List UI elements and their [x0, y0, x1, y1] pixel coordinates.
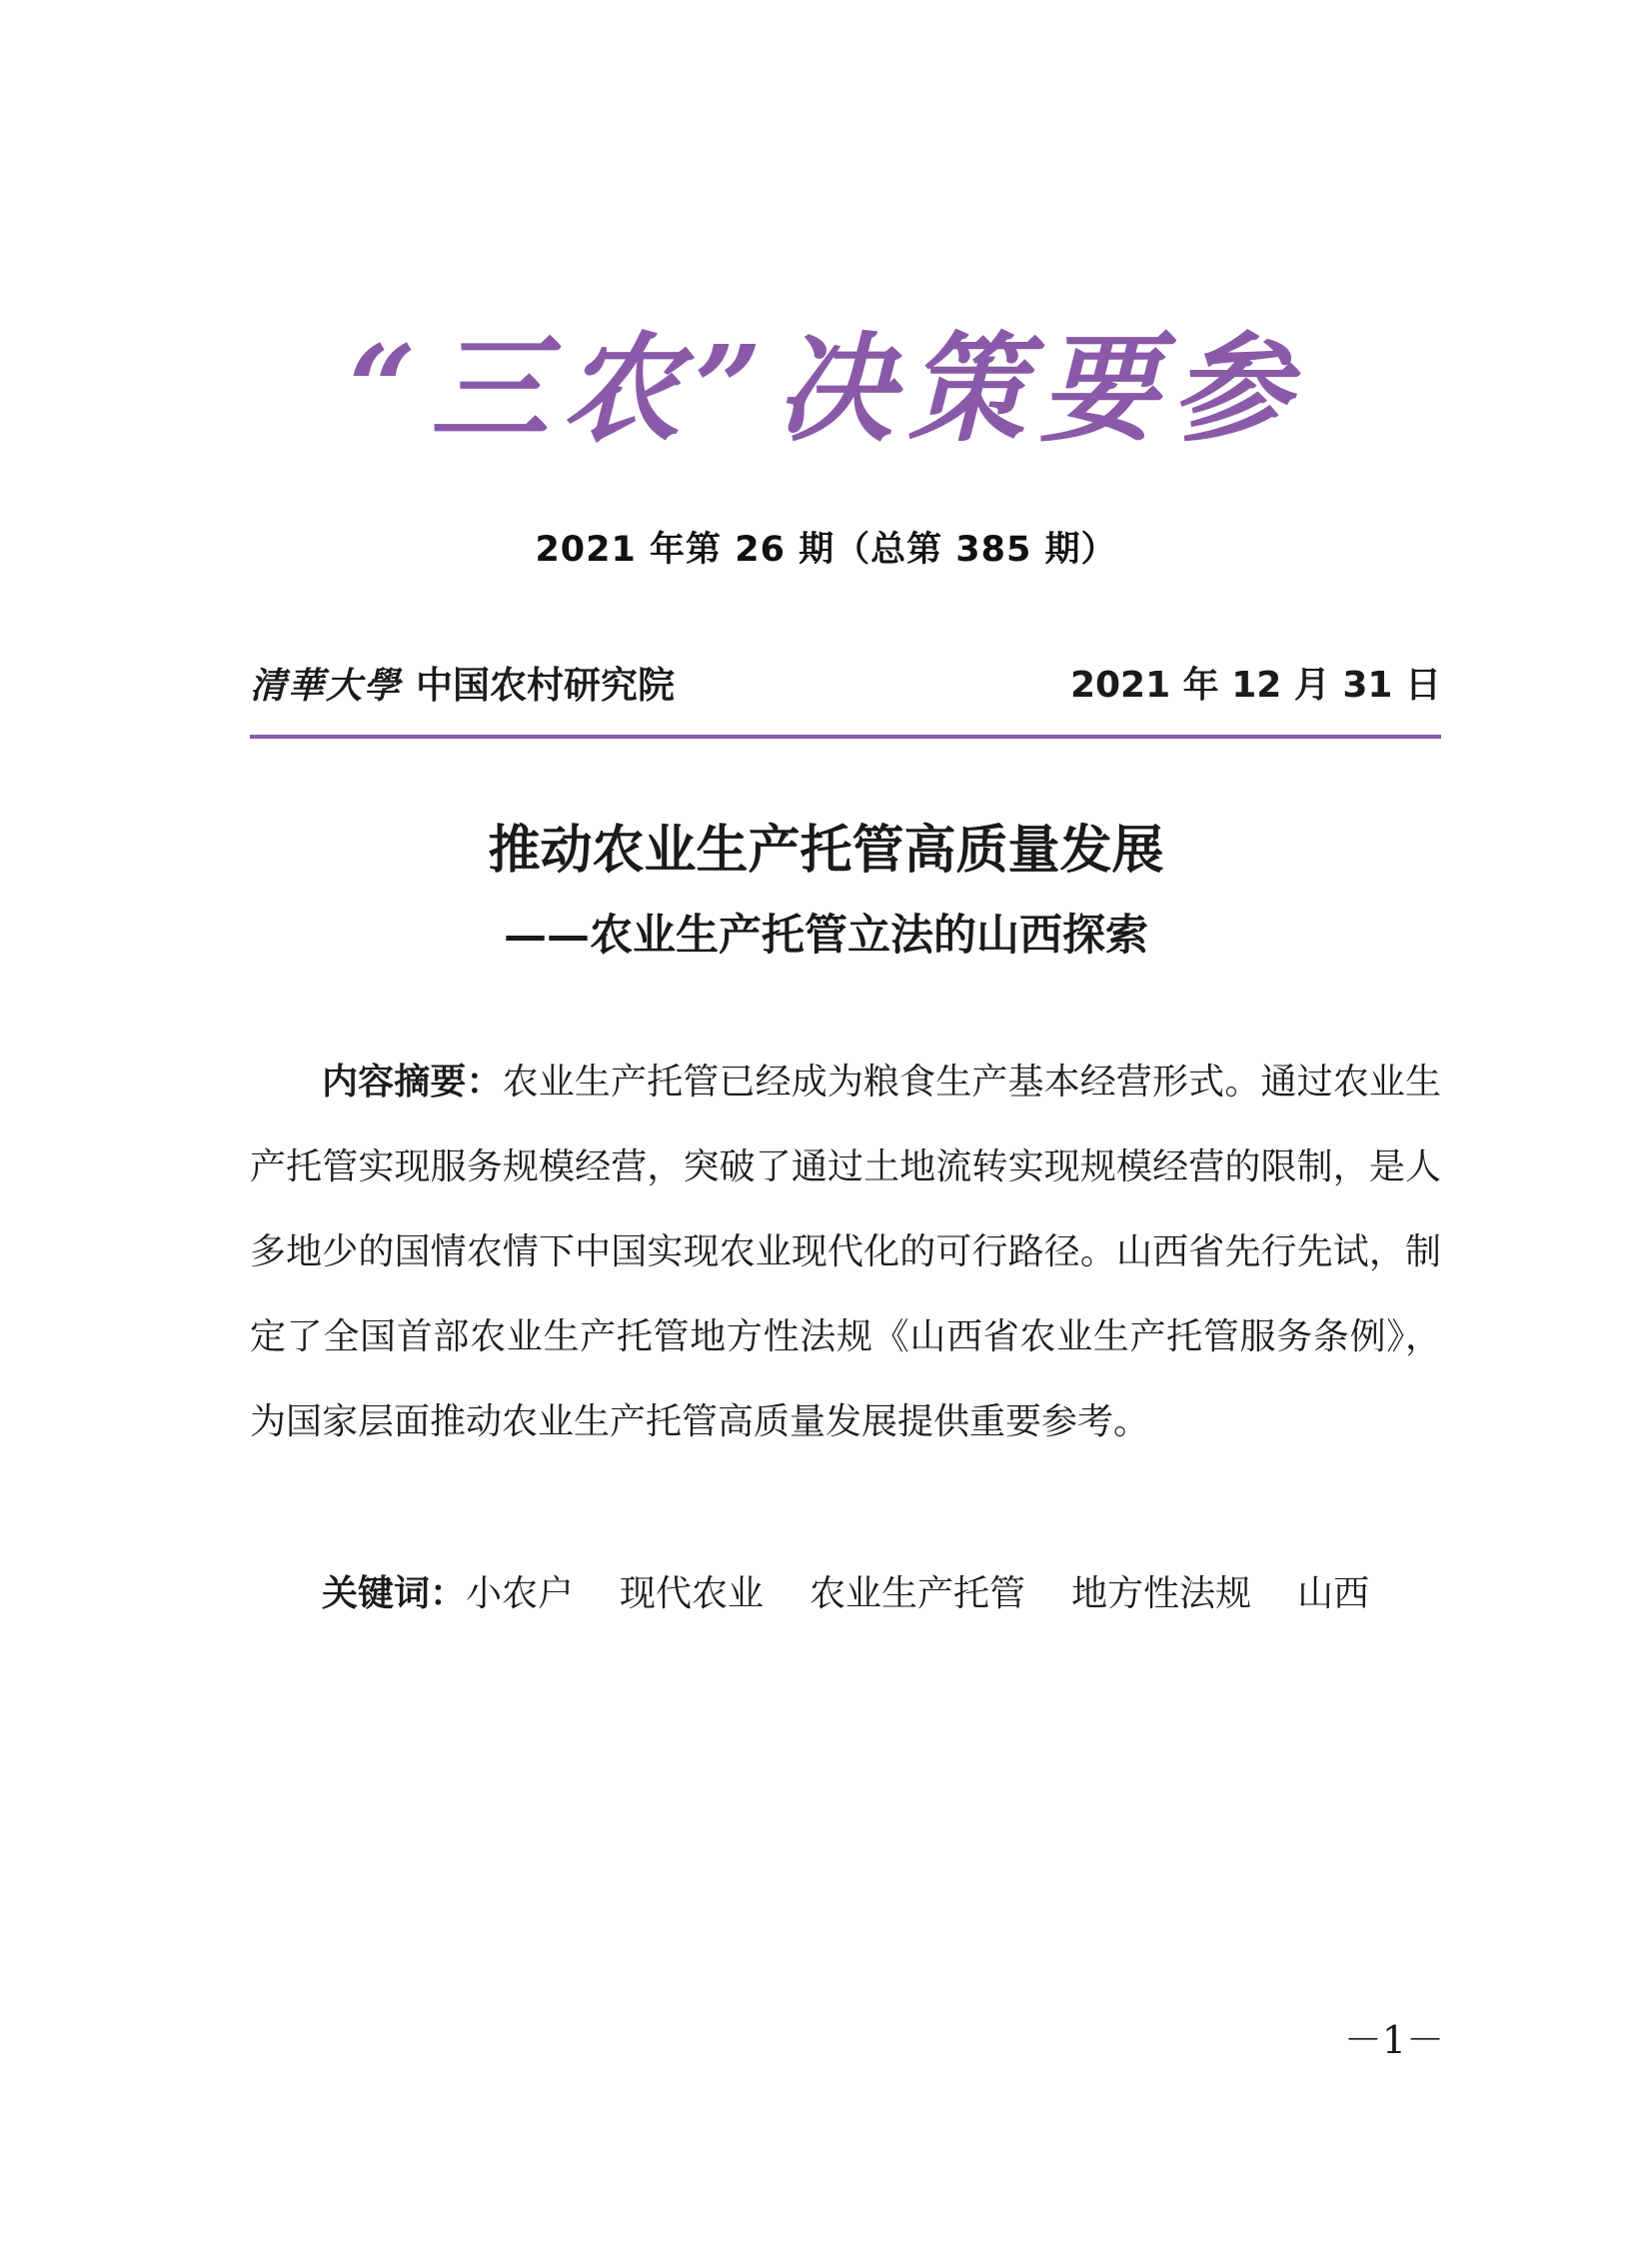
abstract-paragraph — [250, 1040, 1441, 1464]
issue-number: 2021 年第 26 期（总第 385 期） — [535, 530, 1117, 570]
publisher-row — [250, 655, 1441, 715]
publisher — [250, 655, 675, 709]
publish-date: 2021 年 12 月 31 日 — [1069, 665, 1441, 706]
article-title: 推动农业生产托管高质量发展 — [488, 820, 1164, 881]
keyword-item: 山西 — [1297, 1573, 1370, 1614]
keyword-item: 地方性法规 — [1071, 1573, 1252, 1614]
keyword-item: 小农户 — [466, 1573, 575, 1614]
keywords-line — [250, 1564, 1441, 1624]
keywords-label: 关键词： — [322, 1573, 467, 1614]
masthead-title: “三农”决策要参 — [348, 319, 1304, 458]
institute-name: 中国农村研究院 — [416, 663, 676, 707]
university-logo-text: 清華大學 — [250, 665, 403, 707]
page-number: －1－ — [1343, 2018, 1444, 2062]
keyword-item: 农业生产托管 — [810, 1573, 1026, 1614]
abstract-text: 农业生产托管已经成为粮食生产基本经营形式。通过农业生产托管实现服务规模经营，突破了通过土地流转实现规模经营的限制，是人多地少的国情农情下中国实现农业现代化的可行路径。山西省先行先试，制定了全国首部农业生产托管地方性法规《山西省农业生产托管服务条例》，为国家层面推动农业生产托管高质量发展提供重要参考。 — [250, 1062, 1441, 1442]
header-divider — [250, 735, 1441, 739]
keyword-item: 现代农业 — [620, 1573, 765, 1614]
article-subtitle: ——农业生产托管立法的山西探索 — [504, 911, 1148, 961]
abstract-label: 内容摘要： — [322, 1062, 503, 1103]
